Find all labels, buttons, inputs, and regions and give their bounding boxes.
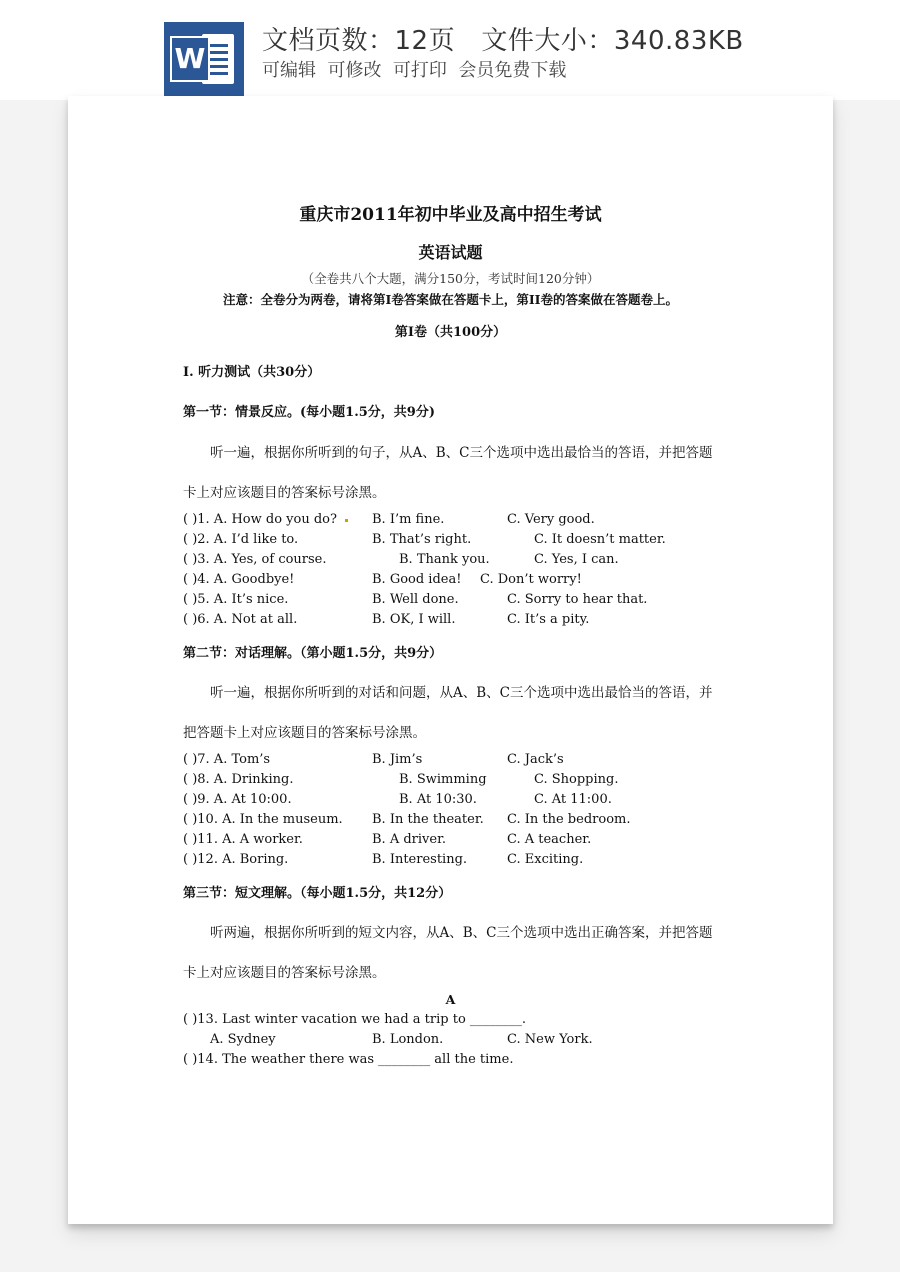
question-6-b: B. OK, I will. xyxy=(372,612,456,627)
question-6-c: C. It’s a pity. xyxy=(507,612,590,627)
question-9-a: ( )9. A. At 10:00. xyxy=(183,792,292,807)
part2-heading: 第二节：对话理解。（第小题1.5分，共9分） xyxy=(183,646,443,661)
question-1-c: C. Very good. xyxy=(507,512,595,527)
volume-heading: 第I卷（共100分） xyxy=(394,325,507,340)
question-9-b: B. At 10:30. xyxy=(399,792,477,807)
part2-instruction-line1: 听一遍，根据你所听到的对话和问题，从A、B、C三个选项中选出最恰当的答语，并 xyxy=(210,685,713,701)
question-13: ( )13. Last winter vacation we had a trip to ________. xyxy=(183,1012,527,1027)
exam-title: 重庆市2011年初中毕业及高中招生考试 xyxy=(299,205,602,225)
question-1-a: ( )1. A. How do you do? xyxy=(183,512,337,527)
question-3-b: B. Thank you. xyxy=(399,552,490,567)
part2-instruction-line2: 把答题卡上对应该题目的答案标号涂黑。 xyxy=(183,725,426,741)
part3-instruction-line1: 听两遍，根据你所听到的短文内容，从A、B、C三个选项中选出正确答案，并把答题 xyxy=(210,925,713,941)
file-info xyxy=(262,20,744,57)
feature-list: 可编辑 可修改 可打印 会员免费下载 xyxy=(262,60,567,81)
exam-info: （全卷共八个大题，满分150分，考试时间120分钟） xyxy=(301,271,600,286)
part1-instruction-line2: 卡上对应该题目的答案标号涂黑。 xyxy=(183,485,386,501)
question-5-a: ( )5. A. It’s nice. xyxy=(183,592,289,607)
part3-heading: 第三节：短文理解。（每小题1.5分，共12分） xyxy=(183,886,452,901)
document-page xyxy=(68,96,833,1224)
question-2-a: ( )2. A. I’d like to. xyxy=(183,532,299,547)
question-13-a: A. Sydney xyxy=(210,1032,276,1047)
question-8-a: ( )8. A. Drinking. xyxy=(183,772,294,787)
part1-instruction-line1: 听一遍，根据你所听到的句子，从A、B、C三个选项中选出最恰当的答语，并把答题 xyxy=(210,445,713,461)
question-13-b: B. London. xyxy=(372,1032,444,1047)
question-3-a: ( )3. A. Yes, of course. xyxy=(183,552,327,567)
question-4-a: ( )4. A. Goodbye! xyxy=(183,572,295,587)
question-7-a: ( )7. A. Tom’s xyxy=(183,752,271,767)
question-3-c: C. Yes, I can. xyxy=(534,552,619,567)
question-5-b: B. Well done. xyxy=(372,592,459,607)
question-11-c: C. A teacher. xyxy=(507,832,592,847)
download-banner xyxy=(0,0,900,100)
question-12-a: ( )12. A. Boring. xyxy=(183,852,289,867)
question-10-b: B. In the theater. xyxy=(372,812,484,827)
question-2-b: B. That’s right. xyxy=(372,532,472,547)
exam-subject: 英语试题 xyxy=(418,243,483,262)
part3-instruction-line2: 卡上对应该题目的答案标号涂黑。 xyxy=(183,965,386,981)
question-4-c: C. Don’t worry! xyxy=(480,572,582,587)
question-10-c: C. In the bedroom. xyxy=(507,812,631,827)
question-7-c: C. Jack’s xyxy=(507,752,564,767)
stray-mark xyxy=(345,519,348,522)
question-4-b: B. Good idea! xyxy=(372,572,462,587)
question-11-a: ( )11. A. A worker. xyxy=(183,832,303,847)
word-letter-badge: W xyxy=(170,36,210,82)
question-6-a: ( )6. A. Not at all. xyxy=(183,612,298,627)
exam-notice: 注意：全卷分为两卷，请将第I卷答案做在答题卡上，第II卷的答案做在答题卷上。 xyxy=(222,292,679,307)
file-size: 文件大小：340.83KB xyxy=(481,26,744,56)
question-11-b: B. A driver. xyxy=(372,832,446,847)
section-heading: I. 听力测试（共30分） xyxy=(183,365,321,380)
question-1-b: B. I’m fine. xyxy=(372,512,445,527)
question-8-c: C. Shopping. xyxy=(534,772,619,787)
word-document-icon xyxy=(164,22,244,96)
question-12-c: C. Exciting. xyxy=(507,852,584,867)
page-count: 文档页数：12页 xyxy=(262,26,456,56)
question-8-b: B. Swimming xyxy=(399,772,487,787)
question-7-b: B. Jim’s xyxy=(372,752,423,767)
question-2-c: C. It doesn’t matter. xyxy=(534,532,666,547)
question-13-c: C. New York. xyxy=(507,1032,593,1047)
question-10-a: ( )10. A. In the museum. xyxy=(183,812,343,827)
passage-label: A xyxy=(445,992,456,1007)
question-9-c: C. At 11:00. xyxy=(534,792,612,807)
part1-heading: 第一节：情景反应。(每小题1.5分，共9分) xyxy=(183,405,435,420)
question-14: ( )14. The weather there was ________ all the time. xyxy=(183,1052,514,1067)
question-12-b: B. Interesting. xyxy=(372,852,468,867)
question-5-c: C. Sorry to hear that. xyxy=(507,592,648,607)
